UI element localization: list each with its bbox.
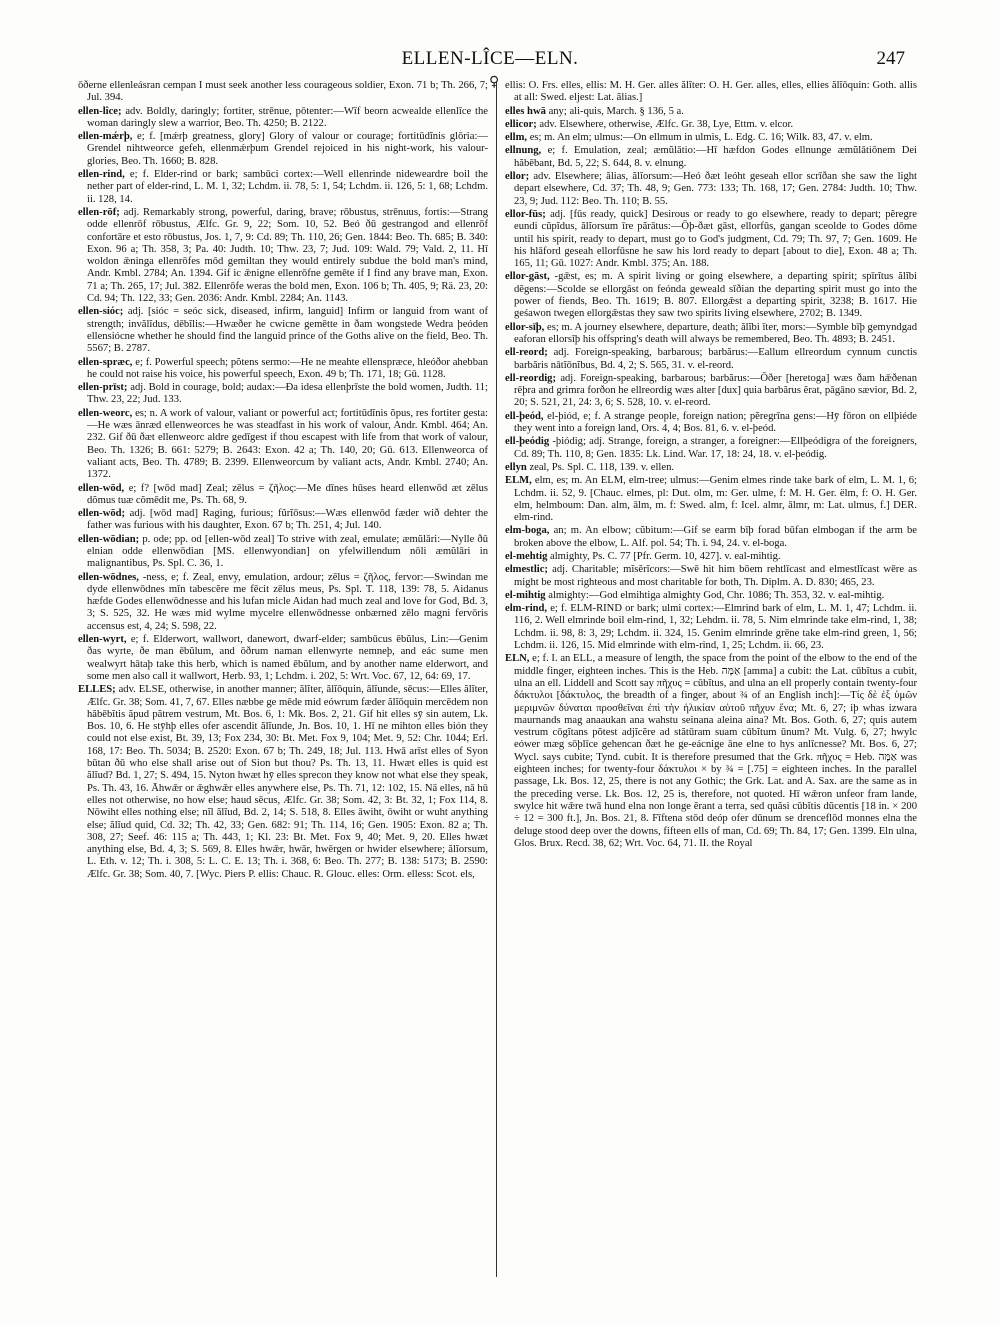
- entry-headword: ELM,: [505, 475, 532, 487]
- entry-body: e; f. Elder-rind or bark; sambūci cortex:—Well ellenrinde nideweardre boil the nether part of elder-rind, L. M. 1, 32; Lchdm. ii. 78, 5: 1, 54; Lchdm. ii. 126, 5: 1, 68; Lchdm. ii. 128, 14.: [87, 169, 488, 205]
- dictionary-entry: [505, 564, 917, 589]
- dictionary-entry: [78, 534, 488, 571]
- entry-headword: ellen-spræc,: [78, 356, 133, 368]
- entry-body: ōðerne ellenleásran cempan I must seek another less courageous soldier, Exon. 71 b; Th. 266, 7; Jul. 394.: [78, 80, 488, 104]
- running-head: ELLEN-LÎCE—ELN.: [401, 48, 579, 69]
- dictionary-entry: [78, 572, 488, 633]
- dictionary-entry: [505, 80, 917, 105]
- column-rule: [496, 82, 497, 1277]
- entry-body: adj. [fūs ready, quick] Desirous or ready to go elsewhere, ready to depart; pĕregre eundi cŭpĭdus, ălĭorsum īre părātus:—Ōþ-ðæt gāst, ellorfūs, gangan sceolde to Godes dōme until his spirit, ready to depart, must go to God's judgment, Cd. 79; Th. 97, 7; Gen. 1609. He his hlāford geseah ellorfūsne he saw his lord ready to depart [about to die], Exon. 48 a; Th. 165, 11; Gū. 1027: Andr. Kmbl. 375; An. 188.: [514, 208, 917, 270]
- entry-headword: el-mehtig: [505, 550, 548, 562]
- entry-body: adj. Foreign-speaking, barbarous; barbărus:—Eallum ellreordum cynnum cunctis barbăris nātĭōnĭbus, Bd. 4, 2; S. 565, 31. v. el-reord.: [514, 347, 917, 371]
- entry-headword: ellm,: [505, 132, 528, 144]
- entry-headword: ell-reord;: [505, 347, 548, 359]
- dictionary-entry: [78, 382, 488, 407]
- entry-headword: ellen-wōd;: [78, 508, 126, 520]
- dictionary-entry: [505, 475, 917, 524]
- entry-headword: ellen-wōd,: [78, 482, 125, 494]
- entry-body: e; f? [wōd mad] Zeal; zēlus = ζῆλος:—Me dīnes hūses heard ellenwōd æt zēlus dŏmus tuæ cŏmēdit me, Ps. Th. 68, 9.: [87, 482, 488, 506]
- dictionary-entry: [505, 209, 917, 270]
- entry-body: e; f. ELM-RIND or bark; ulmi cortex:—Elmrind bark of elm, L. M. 1, 47; Lchdm. ii. 116, 2. Well elmrinde boil elm-rind, 1, 32; Lehdm. ii. 78, 5. Nim elmrinde take elm-rind, 1, 38; Lchdm. ii. 98, 8: 3, 29; Lchdm. ii. 324, 15. Genim elmrinde grēne take elm-rind green, 1, 56; Lchdm. ii. 126, 15. Mid elmrinde with elm-rind, 1, 25; Lchdm. ii. 66, 23.: [514, 603, 917, 652]
- entry-body: any; ali-quis, March. § 136, 5 a.: [548, 105, 684, 117]
- dictionary-entry: [78, 684, 488, 881]
- entry-headword: ellnung,: [505, 145, 542, 157]
- entry-body: adv. Elsewhere, otherwise, Ælfc. Gr. 38, Lye, Ettm. v. elcor.: [539, 118, 794, 130]
- dictionary-entry: [505, 119, 917, 131]
- dictionary-entry: [505, 347, 917, 372]
- dictionary-entry: [78, 106, 488, 131]
- entry-body: adv. Elsewhere; ălias, ălĭorsum:—Heó ðæt leóht geseah ellor scrīðan she saw the light depart elsewhere, Cd. 37; Th. 48, 9; Gen. 773: 133; Th. 168, 17; Gen. 2784: Judth. 10; Thw. 23, 9; Jud. 112: Beo. Th. 110; B. 55.: [514, 171, 917, 207]
- dictionary-entry: [505, 436, 917, 461]
- dictionary-entry: [505, 462, 917, 474]
- dictionary-entry: [505, 590, 917, 602]
- entry-body: e; f. Emulation, zeal; æmŭlātio:—Hī hæfdon Godes ellnunge æmŭlātiōnem Dei hăbēbant, Bd. 5, 22; S. 644, 8. v. elnung.: [514, 145, 917, 169]
- entry-headword: ellor-sīþ,: [505, 321, 545, 333]
- dictionary-entry: [78, 408, 488, 482]
- dictionary-entry: [505, 145, 917, 170]
- entry-headword: elmestlic;: [505, 564, 548, 576]
- entry-headword: elm-rind,: [505, 603, 548, 615]
- entry-body: es; n. A work of valour, valiant or powerful act; fortitūdĭnis ŏpus, res fortiter gesta:—He wæs ānræd ellenweorces he was steadfast in his work of valour, Andr. Kmbl. 464; An. 232. Gif ðū ðæt ellenweorc aldre gedīgest if thou escapest with life from that work of valour, Beo. Th. 1326; B. 661: 5279; B. 2643: Exon. 42 a; Th. 140, 20; Gū. 613. Ellenweorca of valiant acts, Beo. Th. 4789; B. 2399. Ellenweorcum by valiant acts, Andr. Kmbl. 2740; An. 1372.: [87, 407, 488, 481]
- entry-body: zeal, Ps. Spl. C. 118, 139. v. ellen.: [529, 461, 675, 473]
- dictionary-entry: [78, 131, 488, 168]
- entry-headword: ell-reordig;: [505, 372, 556, 384]
- dictionary-entry: [505, 132, 917, 144]
- dictionary-entry: [78, 508, 488, 533]
- entry-body: e; f. I. an ELL, a measure of length, the space from the point of the elbow to the end of the middle finger, eighteen inches. This is the Heb. אַמָּה [amma] a cubit: the Lat. cūbĭtus a cubit, ulna an ell. Liddell and Scott say πῆχυς = cūbĭtus, and ulna an ell properly contain twenty-four δάκτυλοι [δάκτυλος, the breadth of a finger, about ¾ of an English inch]:—Τίς δὲ ἐξ ὑμῶν μεριμνῶν δύναται προσθεῖναι ἐπὶ τὴν ἡλικίαν αὐτοῦ πῆχυν ἕνα; Mt. 6, 27; iþ whas izwara maurnands mag anaaukan ana wahstu seinana aleina aina? Mt. Bos. Goth. 6, 27; quis autem vestrum cōgĭtans pŏtest adjĭcĕre ad stătūram suam cūbĭtum ūnum? Mt. Vulg. 6, 27; hwylc eówer mæg sōþlīce gehencan ðæt he ge-eácnige āne elne to hys anlīcnesse? Mt. Bos. 6, 27; Wycl. says cubite; Tynd. cubit. It is therefore presumed that the Grk. πῆχυς = Heb. אַמָּה was eighteen inches; for twenty-four δάκτυλοι × by ¾ = [.75] = eighteen inches. In the parallel passage, Lk. Bos. 12, 25, there is not any Gothic; the Grk. Lat. and A. Sax. are the same as in the preceding verse. Lk. Bos. 12, 25 is, therefore, not quoted. Hī wǣron unfeor fram lande, swylce hit wǣre twā hund elna non longe ĕrant a terra, sed quăsi cūbĭtis dŭcentis [18 in. × 200 ÷ 12 = 300 ft.], Jn. Bos. 21, 8. Fīftena stōd deóp ofer dūnum se drenceflōd monnes elna the deluge stood deep over the downs, fifteen ells of man, Cd. 69; Th. 84, 17; Gen. 1399. Eln ulna, Glos. Brux. Recd. 38, 62; Wrt. Voc. 64, 71. II. the Royal: [514, 653, 917, 849]
- entry-body: ellis: O. Frs. elles, ellis: M. H. Ger. alles ălĭter: O. H. Ger. alles, elles, ellies ălĭōquin: Goth. allis at all: Swed. eljest: Lat. ălias.]: [505, 80, 917, 104]
- dictionary-entry: [78, 169, 488, 206]
- entry-body: -þiódig; adj. Strange, foreign, a stranger, a foreigner:—Ellþeódigra of the foreigners, Cd. 89; Th. 110, 8; Gen. 1835: Lk. Lind. War. 17, 18: 24, 18. v. el-þeódig.: [514, 436, 917, 460]
- dictionary-entry: [505, 653, 917, 850]
- entry-body: adv. ELSE, otherwise, in another manner; ălĭter, ălĭōquin, ălĭunde, sēcus:—Elles ălĭter, Ælfc. Gr. 38; Som. 41, 7, 67. Elles næbbe ge mēde mid eówrum fæder ălĭōquin mercēdem non hăbēbĭtis ăpud pătrem vestrum, Mt. Bos. 6, 1: Mk. Bos. 2, 21. Gif hit elles sȳ sin autem, Lk. Bos. 10, 6. He stȳhþ elles ofer ascendit ălĭunde, Jn. Bos. 10, 1. Hī ne mihton elles bión they could not else exist, Bt. 39, 13; Fox 234, 30: Bt. Met. Fox 9, 104; Met. 9, 52: Chr. 1044; Erl. 168, 17: Beo. Th. 5034; B. 2520: Exon. 67 b; Th. 249, 18; Jul. 113. Hwā arīst elles of Syon būtan ðū who else shall arise out of Sion but thou? Ps. Th. 13, 11. Hwæt elles is quid est ălĭud? Bd. 1, 27; S. 494, 15. Nyton hwæt hȳ elles sprecon they know not what else they speak, Ps. Th. 43, 16. Āhwǣr or ǣghwǣr elles anywhere else, Ps. Th. 71, 12: 102, 15. Nā elles, nā hū elles not otherwise, no how else; haud sēcus, Ælfc. Gr. 38; Som. 42, 3: Bt. 32, 1; Fox 114, 8. Nōwiht elles nothing else; nĭl ălĭud, Bd. 2, 14; S. 518, 8. Elles āwiht, ōwiht or wuht anything else; ălĭud quid, Cd. 32; Th. 42, 33; Gen. 682: 91; Th. 114, 16; Gen. 1905: Exon. 82 a; Th. 308, 27; Seef. 46: 115 a; Th. 443, 1; Kl. 23: Bt. Met. Fox 9, 40; Met. 9, 20. Elles hwæt anything else, Bd. 4, 3; S. 569, 8. Elles hwǣr, hwār, hwērgen or hwider elsewhere; ălĭorsum, L. Eth. v. 12; Th. i. 308, 5: L. C. E. 13; Th. i. 368, 6: Beo. Th. 277; B. 138: 5173; B. 2590: Ælfc. Gr. 38; Som. 40, 7. [Wyc. Piers P. ellis: Chauc. R. Glouc. elles: Orm. elless: Scot. els,: [87, 684, 488, 880]
- entry-headword: ellen-mǽrþ,: [78, 131, 133, 143]
- entry-headword: elm-boga,: [505, 525, 550, 537]
- dictionary-entry: [505, 271, 917, 320]
- dictionary-entry: [505, 106, 917, 118]
- entry-body: -gǣst, es; m. A spirit living or going elsewhere, a departing spirit; spīrĭtus ălĭbi dĕgens:—Scolde se ellorgāst on feónda geweald sīðian the departing spirit must go into the power of fiends, Beo. Th. 1619; B. 807. Ellorgǣst a departing spirit, 3238; B. 1617. Hie geśawon twegen ellorgǣstas they saw two spirits living elsewhere, 2702; B. 1349.: [514, 271, 917, 320]
- entry-body: es; m. An elm; ulmus:—On ellmum in ulmis, L. Edg. C. 16; Wilk. 83, 47. v. elm.: [529, 132, 873, 144]
- dictionary-entry: [78, 634, 488, 683]
- entry-body: adj. [sióc = seóc sick, diseased, infirm, languid] Infirm or languid from want of strength; invălĭdus, dēbĭlis:—Hwæðer he cwicne gemētte in ðam wongstede Wedra þeóden ellensiócne whether he should find the languid prince of the Goths alive on the field, Beo. Th. 5567; B. 2787.: [87, 306, 488, 355]
- entry-body: es; m. A journey elsewhere, departure, death; ălĭbi īter, mors:—Symble bīþ gemyndgad eaforan ellorsīþ his offspring's death will always be remembered, Beo. Th. 4893; B. 2451.: [514, 321, 917, 345]
- entry-body: adj. Foreign-speaking, barbarous; barbărus:—Ōðer [heretoga] wæs ðam hǣðenan rēþra and grimra forðon he ellreordig wæs alter [dux] quia barbărus ĕrat, pāgāno sævior, Bd. 2, 20; S. 521, 21, 24: 3, 6; S. 528, 10. v. el-reord.: [514, 372, 917, 409]
- entry-headword: ELN,: [505, 653, 530, 665]
- entry-body: adv. Boldly, daringly; fortiter, strēnue, pōtenter:—Wīf beorn acwealde ellenlīce the woman daringly slew a warrior, Beo. Th. 4250; B. 2122.: [87, 105, 488, 129]
- entry-body: e; f. Powerful speech; pŏtens sermo:—He ne meahte ellenspræce, hleóðor ahebban he could not raise his voice, his powerful speech, Exon. 49 b; Th. 171, 18; Gū. 1128.: [87, 356, 488, 380]
- entry-headword: ellen-rōf;: [78, 206, 120, 218]
- entry-headword: ellen-rind,: [78, 169, 125, 181]
- dictionary-entry: [78, 207, 488, 305]
- entry-body: -ness, e; f. Zeal, envy, emulation, ardour; zēlus = ζῆλος, fervor:—Swindan me dyde ellenwōdnes mīn tabescĕre me fēcit zēlus meus, Ps. Spl. T. 118, 139: 78, 5. Aidanus hæfde Godes ellenwōdnesse and his lufan micle Aidan had much zeal and love for God, Bd. 3, 3; S. 525, 32. He wæs mid wylme mycelre ellenwōdnesse onbærned zēlo magni fervōris accensus est, 4, 24; S. 598, 22.: [87, 571, 488, 632]
- entry-headword: ellor-gāst,: [505, 271, 550, 283]
- entry-headword: ellen-wōdian;: [78, 533, 140, 545]
- entry-body: almighty:—God elmihtiga almighty God, Chr. 1086; Th. 353, 32. v. eal-mihtig.: [548, 589, 885, 601]
- entry-body: almighty, Ps. C. 77 [Pfr. Germ. 10, 427]. v. eal-mihtig.: [550, 550, 781, 562]
- entry-headword: el-mihtig: [505, 589, 546, 601]
- dictionary-entry: [505, 411, 917, 436]
- dictionary-entry: [78, 357, 488, 382]
- entry-headword: ellen-sióc;: [78, 306, 124, 318]
- entry-headword: elles hwā: [505, 105, 546, 117]
- dagger-mark-icon: ♀: [489, 74, 500, 90]
- entry-body: adj. Remarkably strong, powerful, daring, brave; rōbustus, strēnuus, fortis:—Strang odde ellenrōf rōbustus, Ælfc. Gr. 9, 22; Som. 10, 52. Beó ðū gestrangod and ellenrōf confortāre et esto rōbustus, Jos. 1, 7, 9: Cd. 89; Th. 110, 26; Gen. 1844: Beo. Th. 685; B. 340: Exon. 96 a; Th. 358, 3; Pa. 40: Judth. 10; Thw. 23, 7; Jud. 109: Wald. 79; Vald. 2, 11. Hī woldon ǣninga ellenrōfes mōd gemiltan they would entirely subdue the bold man's mind, Andr. Kmbl. 2784; An. 1394. Gif ic ǣnigne ellenrōfne gemēte if I find any brave man, Exon. 71 a; Th. 265, 17; Jul. 382. Ellenrōfe weras the bold men, Exon. 106 b; Th. 405, 9; Rä. 23, 20: Cd. 94; Th. 122, 33; Gen. 2036: Andr. Kmbl. 2284; An. 1143.: [87, 206, 488, 305]
- entry-body: p. ode; pp. od [ellen-wōd zeal] To strive with zeal, emulate; æmŭlāri:—Nylle ðū elnian odde ellenwōdian [MS. ellenwyondian] on yfelwillendum nōli æmŭlāri in malignantibus, Ps. Spl. C. 36, 1.: [87, 533, 488, 570]
- right-column: [505, 80, 917, 1280]
- entry-headword: ellor;: [505, 171, 530, 183]
- entry-headword: ell-þeódig: [505, 436, 550, 448]
- dictionary-entry: [505, 525, 917, 550]
- entry-headword: ell-þeód,: [505, 410, 544, 422]
- entry-headword: ellen-weorc,: [78, 407, 133, 419]
- entry-body: adj. [wōd mad] Raging, furious; fŭrĭōsus:—Wæs ellenwōd fæder wið dehter the father was furious with his daughter, Exon. 67 b; Th. 251, 4; Jul. 140.: [87, 508, 488, 532]
- entry-body: adj. Charitable; mĭsĕrĭcors:—Swē hit him bōem rehtlīcast and elmestlīcast wēre as might be most righteous and most charitable for both, Th. Diplm. A. D. 830; 465, 23.: [514, 564, 917, 588]
- entry-body: e; f. Elderwort, wallwort, danewort, dwarf-elder; sambūcus ēbŭlus, Lin:—Genim ðas wyrte, ðe man ēbŭlum, and ōðrum naman ellenwyrte nemneþ, and eác sume men wealwyrt hātaþ take this herb, which is named ēbŭlum, and by another name elderwort, and some men also call it wallwort, Herb. 93, 1; Lchdm. i. 202, 5: Wrt. Voc. 67, 12, 64: 69, 17.: [87, 634, 488, 682]
- entry-body: el-þiód, e; f. A strange people, foreign nation; pĕregrīna gens:—Hȳ fōron on ellþiéde they went into a foreign land, Ors. 4, 4; Bos. 81, 6. v. el-þeód.: [514, 410, 917, 435]
- entry-headword: ellen-wyrt,: [78, 634, 127, 646]
- entry-headword: ELLES;: [78, 684, 116, 696]
- entry-body: e; f. [mǽrþ greatness, glory] Glory of valour or courage; fortitūdĭnis glōria:—Grendel nihtweorce gefeh, ellenmǽrþum Grendel rejoiced in his night-work, his valour-glories, Beo. Th. 1660; B. 828.: [87, 131, 488, 167]
- entry-headword: ellor-fūs;: [505, 208, 546, 220]
- entry-headword: ellen-lîce;: [78, 105, 122, 117]
- dictionary-entry: [78, 80, 488, 105]
- entry-headword: ellen-wōdnes,: [78, 571, 139, 583]
- entry-headword: ellicor;: [505, 118, 537, 130]
- entry-headword: ellen-prīst;: [78, 382, 128, 394]
- dictionary-entry: [505, 322, 917, 347]
- entry-body: elm, es; m. An ELM, elm-tree; ulmus:—Genim elmes rinde take bark of elm, L. M. 1, 6; Lchdm. ii. 52, 9. [Chauc. elmes, pl: Dut. olm, m: Ger. ulme, f: M. H. Ger. ëlm, f: O. H. Ger. elm, helmboum: Dan. alm, ālm, m. f: Swed. alm, f: Icel. almr, ālmr, m: Lat. ulmus, f.] DER. elm-rind.: [514, 475, 917, 524]
- dictionary-entry: [78, 483, 488, 508]
- entry-headword: ellyn: [505, 461, 527, 473]
- dictionary-entry: [505, 603, 917, 652]
- entry-body: an; m. An elbow; cŭbitum:—Gif se earm bīþ forad būfan elmbogan if the arm be broken above the elbow, L. Alf. pol. 54; Th. i. 94, 24. v. el-boga.: [514, 525, 917, 549]
- dictionary-entry: [78, 306, 488, 355]
- dictionary-entry: [505, 373, 917, 410]
- dictionary-entry: [505, 171, 917, 208]
- dictionary-entry: [505, 551, 917, 563]
- left-column: [78, 80, 488, 1280]
- entry-body: adj. Bold in courage, bold; audax:—Ða idesa ellenþrīste the bold women, Judth. 11; Thw. 23, 22; Jud. 133.: [87, 382, 488, 406]
- page-number: 247: [876, 48, 905, 69]
